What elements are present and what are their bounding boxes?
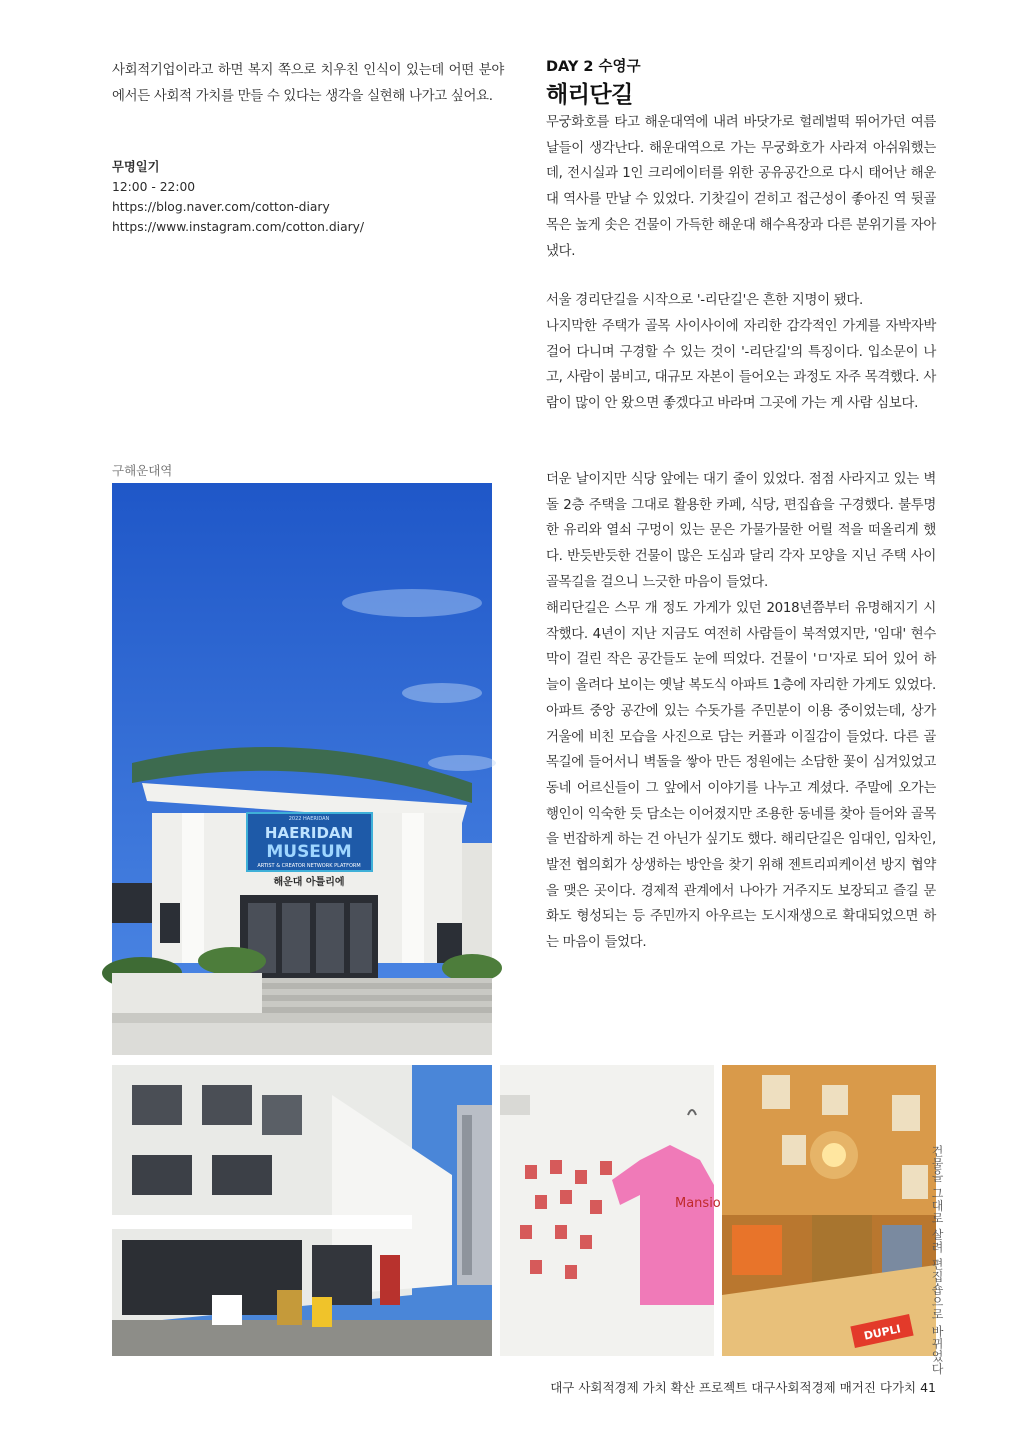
side-caption [929,1145,969,1375]
paragraph-2: 서울 경리단길을 시작으로 '-리단길'은 흔한 지명이 됐다. [546,293,863,308]
side-caption-text: 건물을 그대로 살려 편집숍으로 바뀌었다 [930,1145,944,1375]
museum-photo [112,483,492,1055]
tshirt-photo [500,1065,721,1356]
section-title: 해리단길 [546,82,633,108]
photo-caption: 구해운대역 [112,463,173,478]
blog-link[interactable]: https://blog.naver.com/cotton-diary [112,200,330,214]
paragraph-4: 더운 날이지만 식당 앞에는 대기 줄이 있었다. 점점 사라지고 있는 벽돌 2층 주택을 그대로 활용한 카페, 식당, 편집숍을 구경했다. 불투명한 유리와 열쇠 구멍이 있는 문은 가물가물한 어릴 적을 떠올리게 했다. 반듯반듯한 건물이 많은 도심과 달리 각자 모양을 지닌 주택 사이 골목길을 걸으니 느긋한 마음이 들었다. [546,472,936,590]
sticker-text: DUPLI [862,1322,902,1343]
instagram-link[interactable]: https://www.instagram.com/cotton.diary/ [112,220,365,234]
sign-sub: ARTIST & CREATOR NETWORK PLATFORM [257,863,361,869]
shop-interior-photo [722,1065,936,1356]
paragraph-5: 해리단길은 스무 개 정도 가게가 있던 2018년쯤부터 유명해지기 시작했다. 4년이 지난 지금도 여전히 사람들이 북적였지만, '임대' 현수막이 걸린 작은 공간들도 눈에 띄었다. 건물이 'ㅁ'자로 되어 있어 하늘이 올려다 보이는 옛날 복도식 아파트 1층에 자리한 가게도 있었다. 아파트 중앙 공간에 있는 수돗가를 주민분이 이용 중이었는데, 상가 거울에 비친 모습을 사진으로 담는 커플과 이질감이 들었다. 다른 골목길에 들어서니 벽돌을 쌓아 만든 정원에는 소담한 꽃이 심겨있었고 동네 어르신들이 그 앞에서 이야기를 나누고 계셨다. 주말에 오가는 행인이 익숙한 듯 담소는 이어졌지만 조용한 동네를 찾아 들어와 골목을 번잡하게 하는 건 아닌가 싶기도 했다. 해리단길은 임대인, 임차인, 발전 협의회가 상생하는 방안을 찾기 위해 젠트리피케이션 방지 협약을 맺은 곳이다. 경제적 관계에서 나아가 거주지도 보장되고 즐길 문화도 형성되는 등 주민까지 아우르는 도시재생으로 확대되었으면 하는 마음이 들었다. [546,601,936,951]
paragraph-3: 나지막한 주택가 골목 사이사이에 자리한 감각적인 가게를 자박자박 걸어 다니며 구경할 수 있는 것이 '-리단길'의 특징이다. 입소문이 나고, 사람이 붐비고, 대규모 자본이 들어오는 과정도 자주 목격했다. 사람이 많이 안 왔으면 좋겠다고 바라며 그곳에 가는 게 사람 심보다. [546,319,936,412]
shop-name: 무명일기 [112,160,160,174]
page-footer: 대구 사회적경제 가치 확산 프로젝트 대구사회적경제 매거진 다가치 41 [550,1380,936,1395]
intro-paragraph: 사회적기업이라고 하면 복지 쪽으로 치우친 인식이 있는데 어떤 분야에서든 사회적 가치를 만들 수 있다는 생각을 실현해 나가고 싶어요. [112,63,504,104]
sign-line2: MUSEUM [266,842,352,862]
shop-hours: 12:00 - 22:00 [112,180,196,194]
day-label: DAY 2 수영구 [546,59,641,75]
sign-top-text: 2022 HAERIDAN [288,816,330,822]
street-photo [112,1065,492,1356]
sign-line1: HAERIDAN [264,824,354,842]
tshirt-text: Mansio [675,1196,721,1211]
paragraph-1: 무궁화호를 타고 해운대역에 내려 바닷가로 헐레벌떡 뛰어가던 여름날들이 생각난다. 해운대역으로 가는 무궁화호가 사라져 아쉬워했는데, 전시실과 1인 크리에이터를 위한 공유공간으로 다시 태어난 해운대 역사를 만날 수 있었다. 기찻길이 걷히고 접근성이 좋아진 역 뒷골목은 높게 솟은 건물이 가득한 해운대 해수욕장과 다른 분위기를 자아냈다. [546,115,936,259]
sign-banner: 해운대 아틀리에 [273,877,345,888]
shop-contact [112,157,504,237]
